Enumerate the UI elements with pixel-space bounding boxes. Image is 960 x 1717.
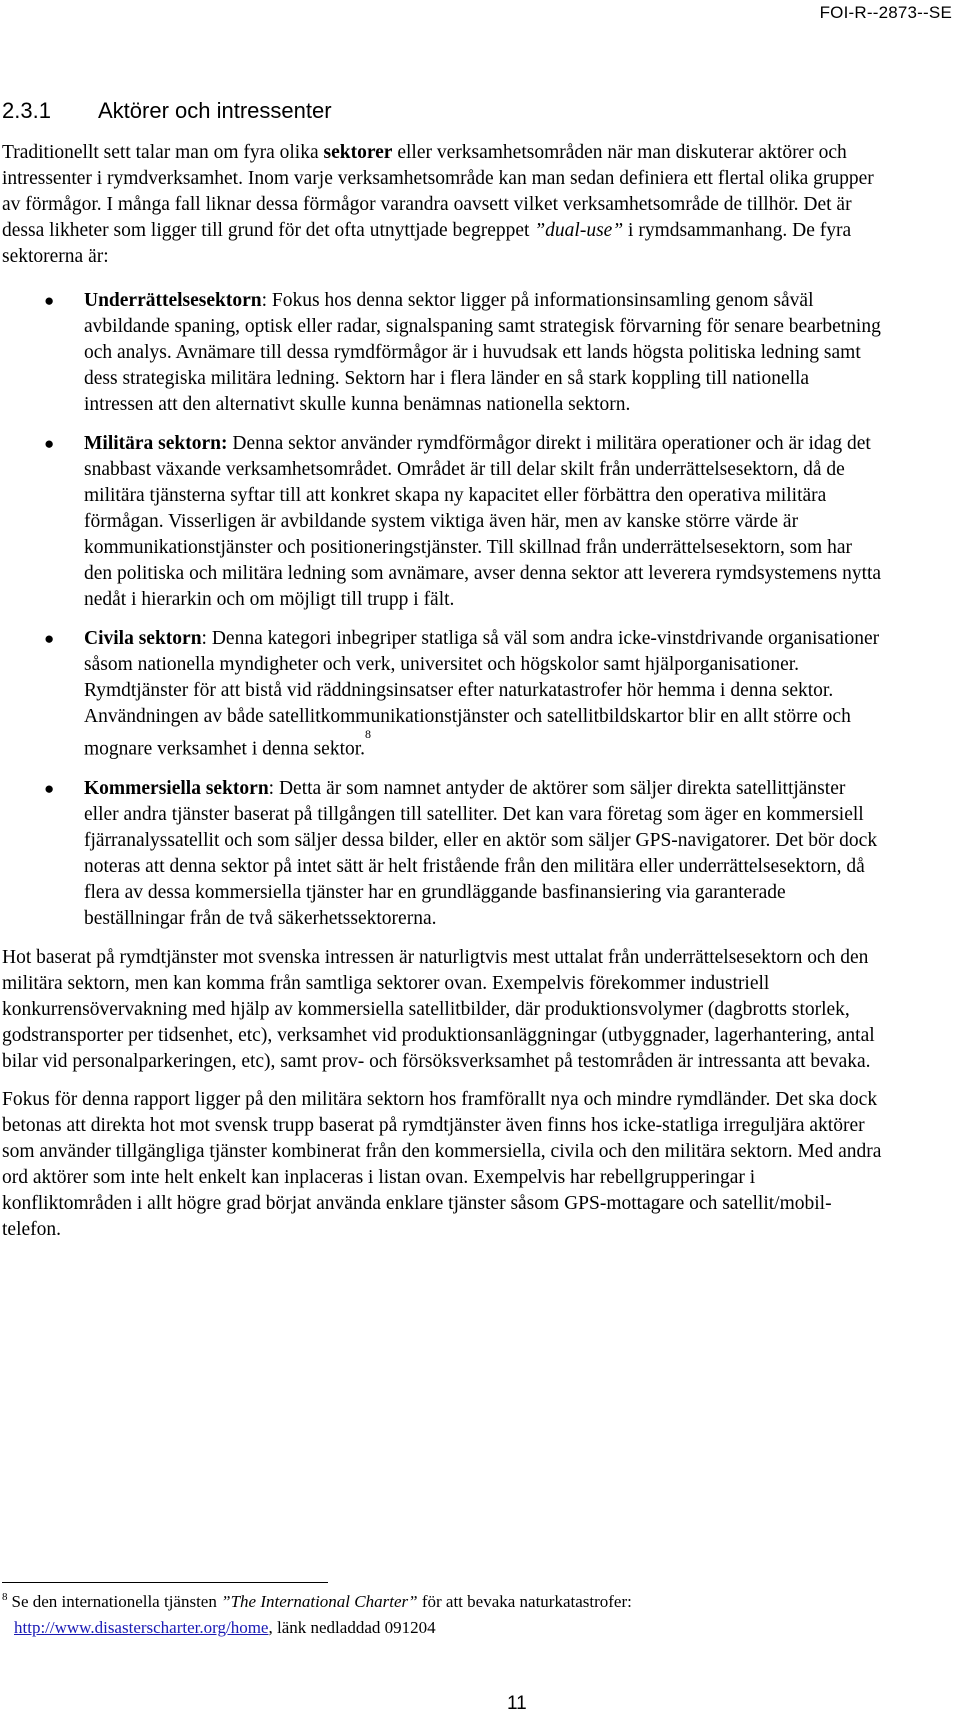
bullet-icon: ● [44,629,55,648]
intro-bold-term: sektorer [323,142,393,163]
list-item [2,431,882,613]
disasterscharter-link[interactable]: http://www.disasterscharter.org/home [14,1618,269,1637]
report-id: FOI-R--2873--SE [819,3,952,22]
list-item [2,776,882,932]
section-title: Aktörer och intressenter [98,98,332,123]
sector-description: Denna sektor använder rymdförmågor direkt i militära operationer och är idag det snabbast växande verksamhetsområdet. Området är till delar skilt från underrättelsesektorn, då de militära tjänsterna syftar till att konkret skapa ny kapacitet eller förbättra den operativa militära förmågan. Visserligen är avbildande system viktiga även här, men av kanske större värde är kommunikationstjänster och positioneringstjänster. Till skillnad från underrättelsesektorn, som har den politiska och militära ledning som avnämare, avser denna sektor att leverera rymdsystemens nytta nedåt i hierarkin och om möjligt till trupp i fält. [84,433,882,610]
footnote-text-after: för att bevaka naturkatastrofer: [417,1592,632,1611]
sector-description: : Fokus hos denna sektor ligger på informationsinsamling genom såväl avbildande spaning, optisk eller radar, signalspaning samt strategisk förvarning för senare bearbetning och analys. Avnämare till dessa rymdförmågor är i huvudsak ett lands högsta politiska ledning samt dess strategiska militära ledning. Sektorn har i flera länder en så stark koppling till nationella intressen att den alternativt skulle kunna benämnas nationella sektorn. [84,290,881,415]
document-body [2,140,882,1255]
footnote-italic: ”The International Charter” [221,1592,418,1611]
bullet-icon: ● [44,291,55,310]
sector-name: Militära sektorn: [84,433,228,454]
section-heading [2,98,332,124]
intro-text-1: Traditionellt sett talar man om fyra olika [2,142,324,163]
footnote [2,1590,902,1640]
footnote-reference[interactable]: 8 [365,727,372,741]
list-item [2,626,882,763]
intro-text-3: i rymdsammanhang. De fyra sektorerna är: [2,220,852,267]
page-number: 11 [507,1693,527,1714]
sector-name: Kommersiella sektorn [84,777,269,799]
footnote-line-2 [2,1616,902,1640]
footnote-text: Se den internationella tjänsten [11,1592,222,1611]
footnote-link-suffix: , länk nedladdad 091204 [268,1618,436,1637]
footnote-divider [2,1582,328,1583]
sector-description: : Denna kategori inbegriper statliga så väl som andra icke-vinstdrivande organisationer såsom nationella myndigheter och verk, universitet och högskolor samt hjälporganisationer. Rymdtjänster för att bistå vid räddningsinsatser efter naturkatastrofer hör hemma i denna sektor. Användningen av både satellitkommunikationstjänster och satellitbildskartor blir en allt större och mognare verksamhet i denna sektor. [84,628,880,760]
footnote-number: 8 [2,1591,8,1603]
sector-name: Underrättelsesektorn [84,290,262,311]
focus-paragraph: Fokus för denna rapport ligger på den militära sektorn hos framförallt nya och mindre rymdländer. Det ska dock betonas att direkta hot mot svensk trupp baserat på rymdtjänster även finns hos icke-statliga irreguljära aktörer som använder tillgängliga tjänster kombinerat från den kommersiella, civila och den militära sektorn. Med andra ord aktörer som inte helt enkelt kan inplaceras i listan ovan. Exempelvis har rebellgrupperingar i konfliktområden i allt högre grad börjat använda enklare tjänster såsom GPS-mottagare och satellit/mobil-telefon. [2,1088,882,1240]
threat-paragraph: Hot baserat på rymdtjänster mot svenska intressen är naturligtvis mest uttalat från underrättelsesektorn och den militära sektorn, men kan komma från samtliga sektorer ovan. Exempelvis förekommer industriell konkurrensövervakning med hjälp av kommersiella satellitbilder, där produktionsvolymer (dagbrotts storlek, godstransporter per tidsenhet, etc), verksamhet vid produktionsanläggningar (utbyggnader, lagerhantering, antal bilar vid personalparkeringen, etc), samt prov- och försöksverksamhet på testområden är intressanta att bevaka. [2,946,875,1072]
dual-use-term: ”dual-use” [534,220,624,241]
sector-name: Civila sektorn [84,628,202,649]
sector-description: : Detta är som namnet antyder de aktörer som säljer direkta satellittjänster eller andra tjänster baserat på tillgången till satelliter. Det kan vara företag som äger en kommersiell fjärranalyssatellit och som säljer dessa bilder, eller en aktör som säljer GPS-navigatorer. Det bör dock noteras att denna sektor på intet sätt är helt fristående från den militära eller underrättelsesektorn, då flera av dessa kommersiella tjänster har en grundläggande basfinansiering via garanterade beställningar från de två säkerhetssektorerna. [84,777,878,929]
intro-paragraph [2,140,882,270]
bullet-icon: ● [44,778,55,798]
footnote-line-1 [2,1590,902,1616]
list-item [2,288,882,418]
sector-list [2,288,882,932]
bullet-icon: ● [44,434,55,453]
intro-text-2: eller verksamhetsområden när man diskuterar aktörer och intressenter i rymdverksamhet. Inom varje verksamhetsområde kan man sedan definiera ett flertal olika grupper av förmågor. I många fall liknar dessa förmågor varandra oavsett vilket verksamhetsområde de tillhör. Det är dessa likheter som ligger till grund för det ofta utnyttjade begreppet [2,142,874,241]
section-number: 2.3.1 [2,98,51,123]
